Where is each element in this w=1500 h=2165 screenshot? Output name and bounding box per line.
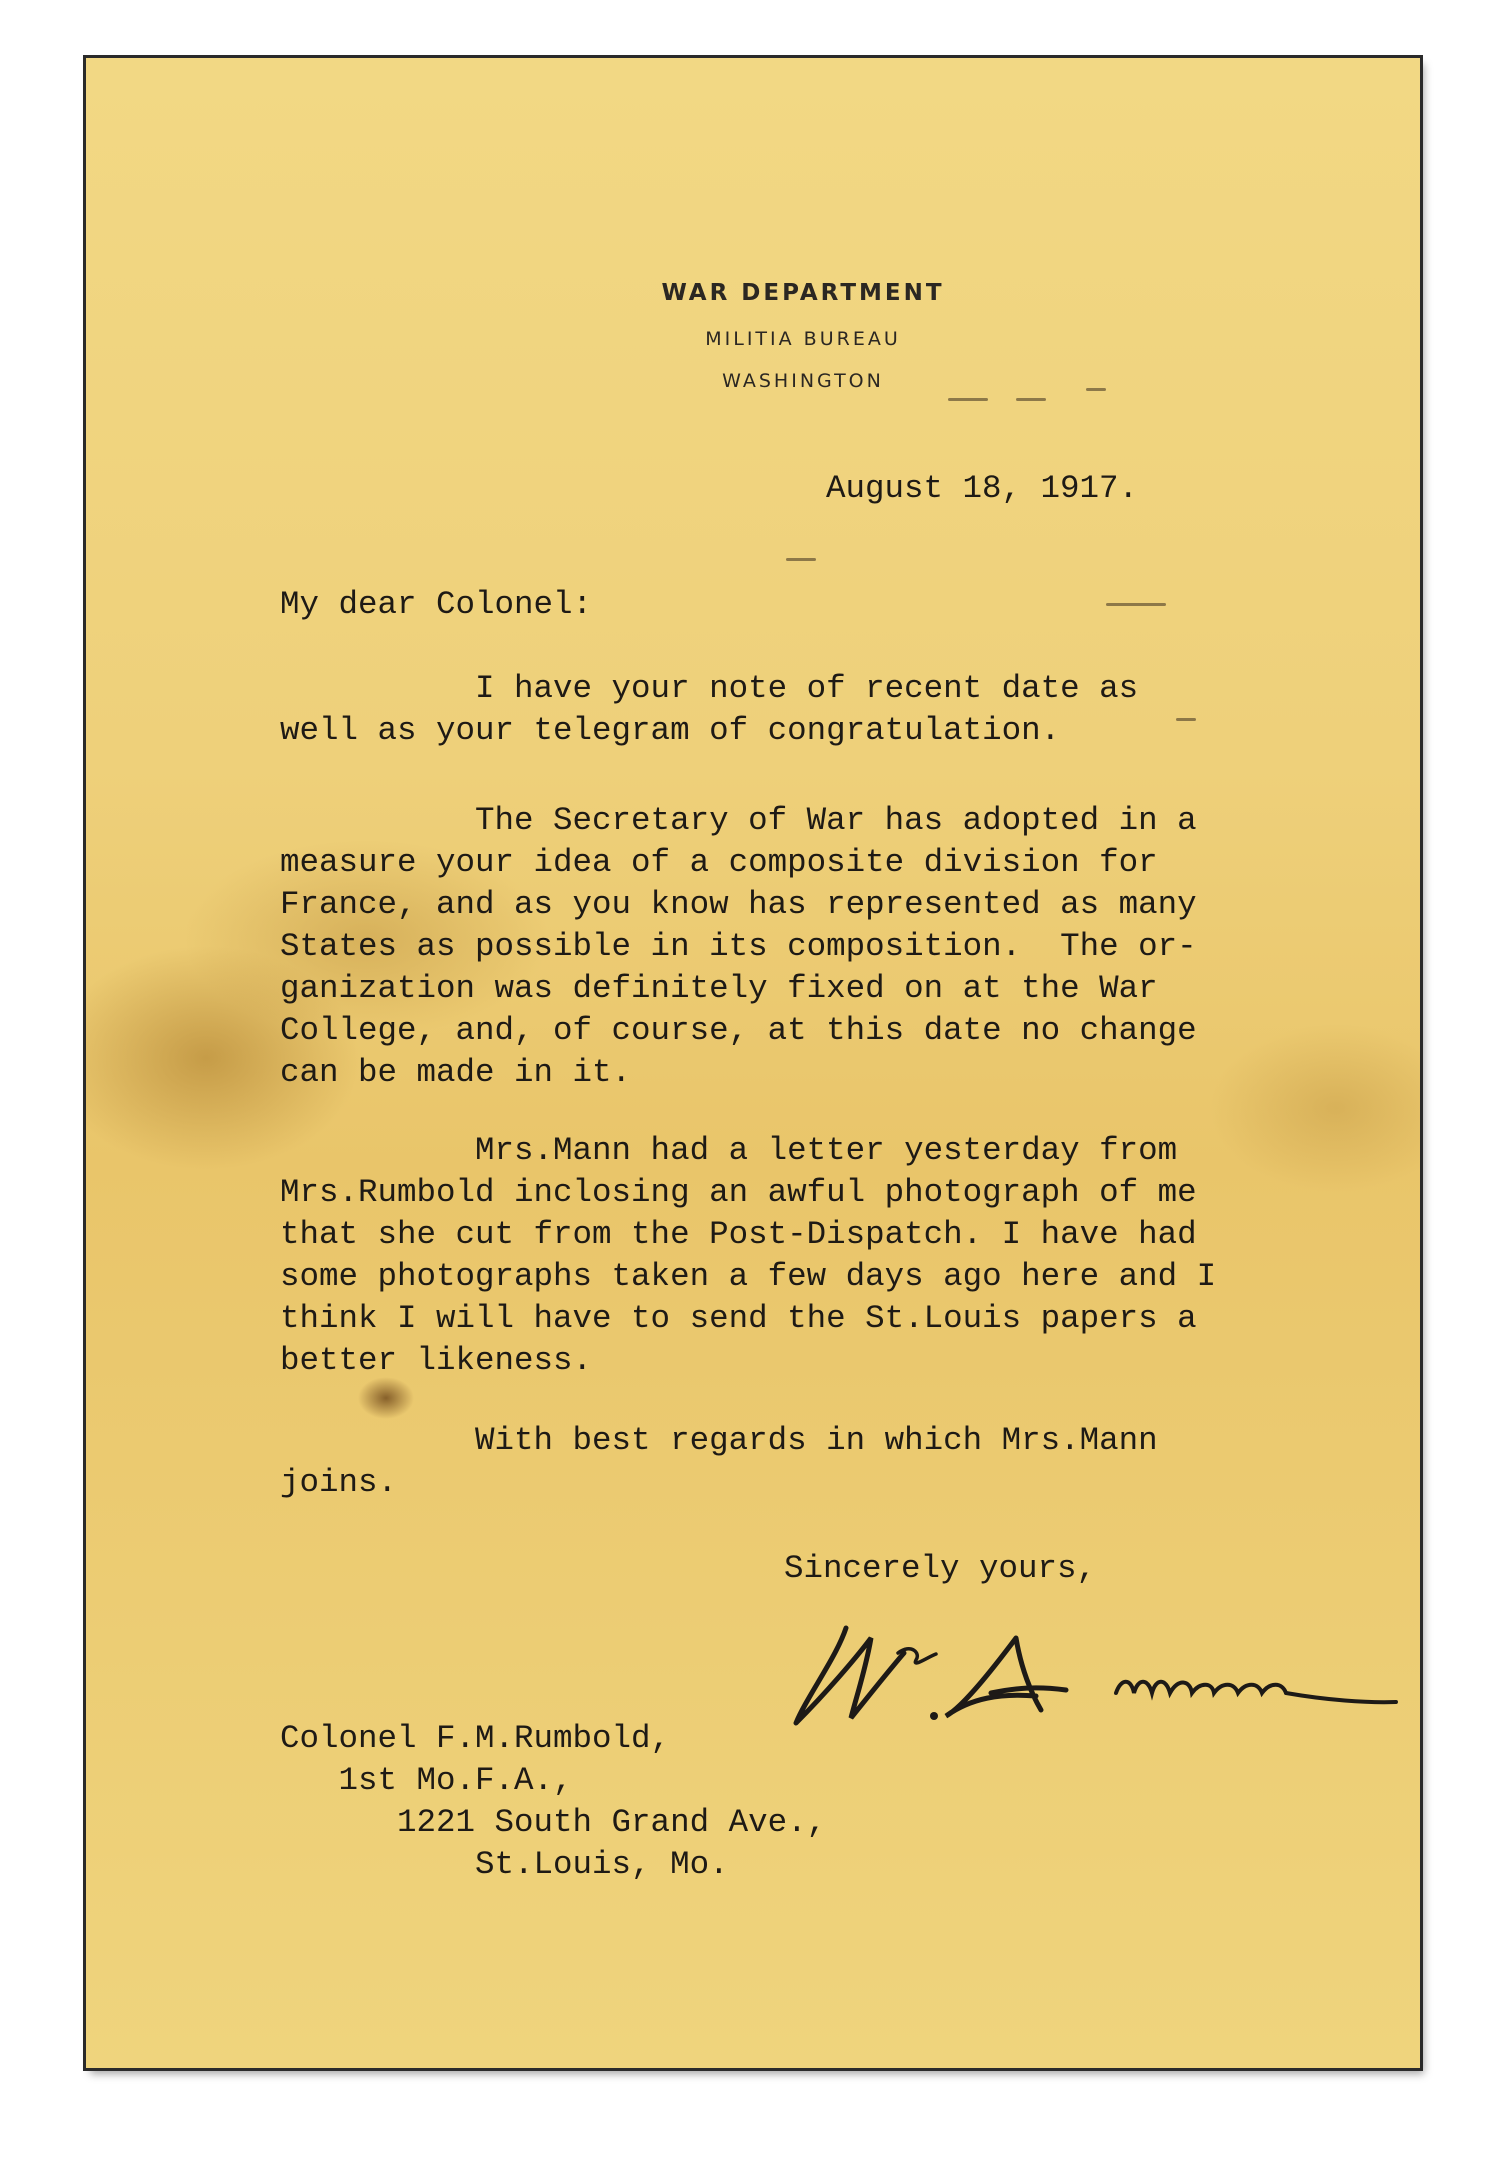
paragraph-1: I have your note of recent date as well as your telegram of congratulation. — [280, 670, 1139, 749]
decorative-speck — [1086, 388, 1106, 391]
decorative-speck — [1016, 398, 1046, 401]
closing: Sincerely yours, — [784, 1550, 1097, 1587]
letterhead-department: WAR DEPARTMENT — [661, 280, 945, 306]
handwritten-signature — [786, 1598, 1406, 1748]
paragraph-4: With best regards in which Mrs.Mann joins. — [280, 1422, 1158, 1501]
decorative-speck — [786, 558, 816, 561]
letterhead-city: WASHINGTON — [722, 370, 884, 392]
decorative-speck — [948, 398, 988, 401]
letter-date: August 18, 1917. — [826, 470, 1139, 507]
letter-page — [86, 58, 1420, 2068]
paragraph-3: Mrs.Mann had a letter yesterday from Mrs.Rumbold inclosing an awful photograph of me that she cut from the Post-Dispatch. I have had some photographs taken a few days ago here and I think I will have to send the St.Louis papers a better likeness. — [280, 1132, 1217, 1379]
recipient-address: Colonel F.M.Rumbold, 1st Mo.F.A., 1221 South Grand Ave., St.Louis, Mo. — [280, 1720, 827, 1883]
decorative-speck — [1176, 718, 1196, 721]
letterhead-bureau: MILITIA BUREAU — [705, 328, 901, 350]
decorative-speck — [1106, 603, 1166, 606]
salutation: My dear Colonel: — [280, 586, 593, 623]
paragraph-2: The Secretary of War has adopted in a measure your idea of a composite division for France, and as you know has represented as many States as possible in its composition. The or- ganization was definitely fixed on at the War College, and, of course, at this date no change can be made in it. — [280, 802, 1197, 1091]
